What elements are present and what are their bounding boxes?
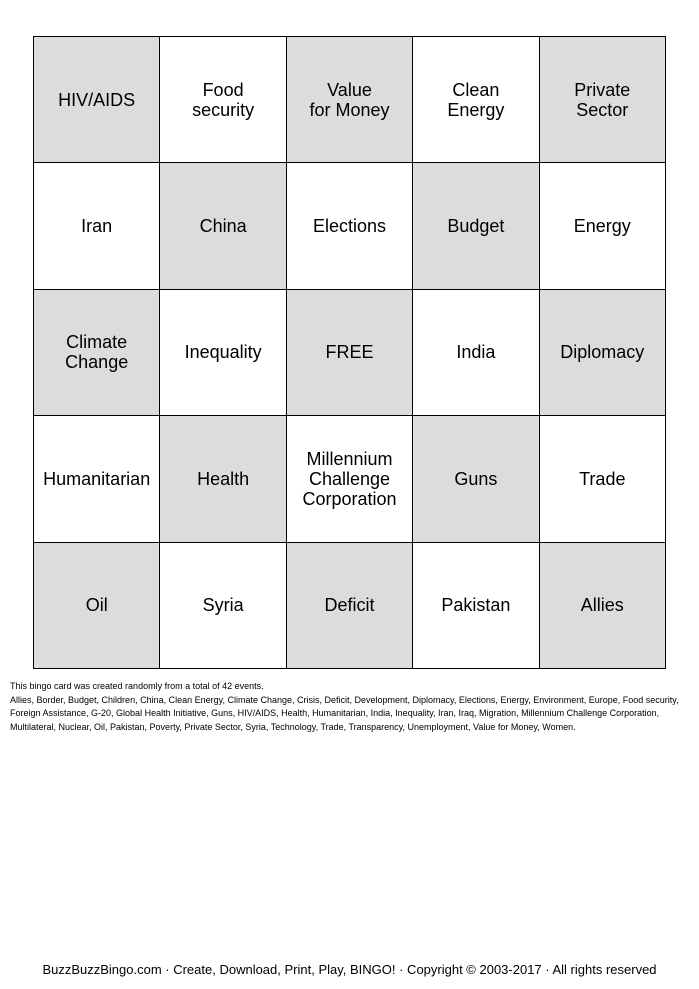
bingo-cell: Diplomacy bbox=[540, 290, 666, 416]
bingo-cell: Humanitarian bbox=[34, 416, 160, 542]
bingo-cell: Guns bbox=[413, 416, 539, 542]
bingo-cell: Health bbox=[160, 416, 286, 542]
bingo-cell: Climate Change bbox=[34, 290, 160, 416]
bingo-cell: Pakistan bbox=[413, 543, 539, 669]
bingo-cell: Inequality bbox=[160, 290, 286, 416]
footer-copyright: BuzzBuzzBingo.com · Create, Download, Print, Play, BINGO! · Copyright © 2003-2017 · All rights reserved bbox=[42, 962, 657, 977]
bingo-cell: Trade bbox=[540, 416, 666, 542]
bingo-cell: Private Sector bbox=[540, 37, 666, 163]
bingo-cell: Value for Money bbox=[287, 37, 413, 163]
events-intro: This bingo card was created randomly from a total of 42 events. bbox=[10, 681, 264, 691]
bingo-cell: Food security bbox=[160, 37, 286, 163]
bingo-free-cell: FREE bbox=[287, 290, 413, 416]
bingo-cell: Clean Energy bbox=[413, 37, 539, 163]
bingo-cell: Oil bbox=[34, 543, 160, 669]
bingo-cell: China bbox=[160, 163, 286, 289]
bingo-cell: Millennium Challenge Corporation bbox=[287, 416, 413, 542]
bingo-cell: Iran bbox=[34, 163, 160, 289]
bingo-cell: Budget bbox=[413, 163, 539, 289]
bingo-cell: HIV/AIDS bbox=[34, 37, 160, 163]
bingo-cell: Deficit bbox=[287, 543, 413, 669]
bingo-cell: Elections bbox=[287, 163, 413, 289]
events-note bbox=[10, 680, 690, 734]
bingo-card bbox=[33, 36, 666, 669]
bingo-cell: Energy bbox=[540, 163, 666, 289]
bingo-cell: Allies bbox=[540, 543, 666, 669]
bingo-cell: Syria bbox=[160, 543, 286, 669]
bingo-cell: India bbox=[413, 290, 539, 416]
events-list: Allies, Border, Budget, Children, China, Clean Energy, Climate Change, Crisis, Deficit, Development, Diplomacy, Elections, Energy, Environment, Europe, Food security, Foreign Assistance, G-20, Global Health Initiative, Guns, HIV/AIDS, Health, Humanitarian, India, Inequality, Iran, Iraq, Migration, Millennium Challenge Corporation, Multilateral, Nuclear, Oil, Pakistan, Poverty, Private Sector, Syria, Technology, Trade, Transparency, Unemployment, Value for Money, Women. bbox=[10, 694, 679, 732]
